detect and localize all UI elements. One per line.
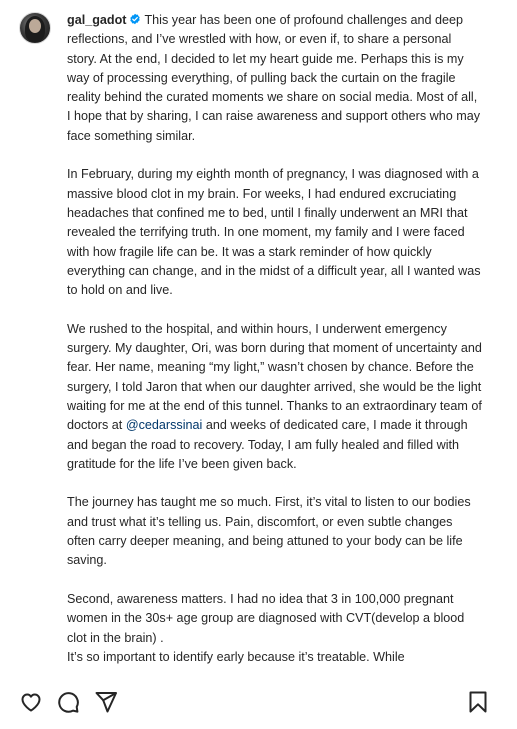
caption-paragraph-2: In February, during my eighth month of pregnancy, I was diagnosed with a massive blood clot in my brain. For weeks, I had endured excruciating headaches that confined me to bed, until I finally underwent an MRI that revealed the terrifying truth. In one moment, my family and I were faced with how fragile life can be. It was a stark reminder of how quickly everything can change, and in the midst of a difficult year, all I wanted was to hold on and live. <box>67 167 481 298</box>
post-action-bar <box>0 672 517 729</box>
share-icon[interactable] <box>94 690 118 714</box>
avatar[interactable] <box>19 12 51 44</box>
comment-icon[interactable] <box>56 690 80 714</box>
heart-icon[interactable] <box>19 690 43 714</box>
bookmark-icon[interactable] <box>466 690 490 714</box>
caption-paragraph-3-end: and weeks of dedicated care, I made it through and began the road to recovery. Today, I am fully healed and filled with gratitude for the life I’ve been given back. <box>67 418 468 471</box>
caption-paragraph-5-line-1: Second, awareness matters. I had no idea that 3 in 100,000 pregnant women in the 30s+ age group are diagnosed with CVT(develop a blood clot in the brain) . <box>67 591 465 645</box>
caption-paragraph-5 <box>67 590 482 667</box>
avatar-face <box>29 19 41 33</box>
mention-link-cedarssinai[interactable]: @cedarssinai <box>125 418 203 433</box>
caption-paragraph-4: The journey has taught me so much. First, it’s vital to listen to our bodies and trust what it’s telling us. Pain, discomfort, or even subtle changes often carry deeper meaning, and being attuned to your body can be life saving. <box>67 495 471 568</box>
caption-paragraph-3 <box>67 320 482 474</box>
post-caption <box>67 11 482 667</box>
caption-intro-text: This year has been one of profound challenges and deep reflections, and I’ve wrestled with how, or even if, to share a personal story. At the end, I decided to let my heart guide me. Perhaps this is my way of processing everything, of pulling back the curtain on the fragile reality behind the curated moments we share on social media. Most of all, I hope that by sharing, I can raise awareness and support others who may face something similar. <box>67 13 481 143</box>
caption-paragraph-5-line-2: It’s so important to identify early because it’s treatable. While <box>67 649 405 664</box>
username-link[interactable]: gal_gadot <box>67 13 127 27</box>
verified-badge-icon <box>129 13 141 25</box>
caption-paragraph-1 <box>67 11 482 146</box>
caption-paragraph-3-start: We rushed to the hospital, and within hours, I underwent emergency surgery. My daughter, Ori, was born during that moment of uncertainty and fear. Her name, meaning “my light,” wasn’t chosen by chance. Before the surgery, I told Jaron that when our daughter arrived, she would be the light waiting for me at the end of this tunnel. Thanks to an extraordinary team of doctors at <box>67 321 482 433</box>
